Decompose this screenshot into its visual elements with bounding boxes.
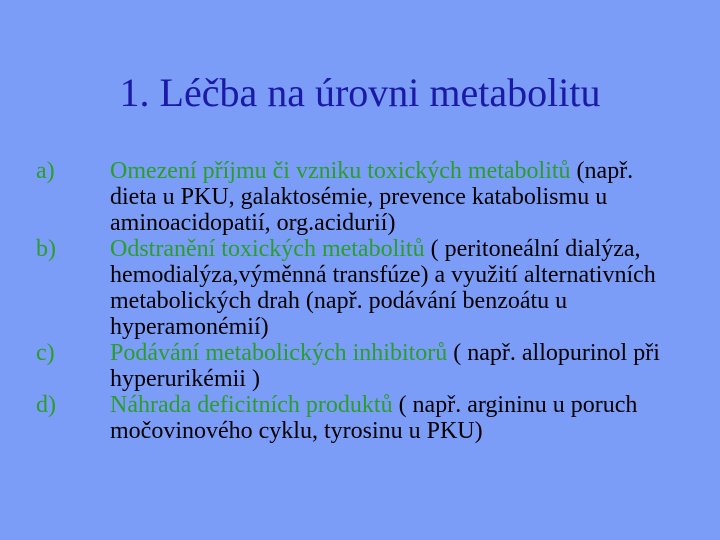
list-item bbox=[36, 158, 676, 236]
item-marker: d) bbox=[36, 392, 56, 418]
item-heading: Omezení příjmu či vzniku toxických metabolitů bbox=[110, 158, 571, 184]
item-marker: b) bbox=[36, 236, 56, 262]
item-detail: ( např. allopurinol při hyperurikémii ) bbox=[110, 340, 660, 392]
item-heading: Podávání metabolických inhibitorů bbox=[110, 340, 448, 366]
slide-title: 1. Léčba na úrovni metabolitu bbox=[119, 70, 601, 115]
list-item bbox=[36, 340, 676, 392]
item-detail: (např. dieta u PKU, galaktosémie, prevence katabolismu u aminoacidopatií, org.acidurií) bbox=[110, 158, 634, 236]
list-item bbox=[36, 392, 676, 444]
item-detail: ( např. argininu u poruch močovinového cyklu, tyrosinu u PKU) bbox=[110, 392, 638, 444]
item-marker: c) bbox=[36, 340, 55, 366]
list-item bbox=[36, 236, 676, 340]
item-detail: ( peritoneální dialýza, hemodialýza,výměnná transfúze) a využití alternativních metabolických drah (např. podávání benzoátu u hyperamonémií) bbox=[110, 236, 656, 340]
item-marker: a) bbox=[36, 158, 55, 184]
bullet-list bbox=[36, 158, 676, 444]
item-heading: Odstranění toxických metabolitů bbox=[110, 236, 425, 262]
item-heading: Náhrada deficitních produktů bbox=[110, 392, 393, 418]
